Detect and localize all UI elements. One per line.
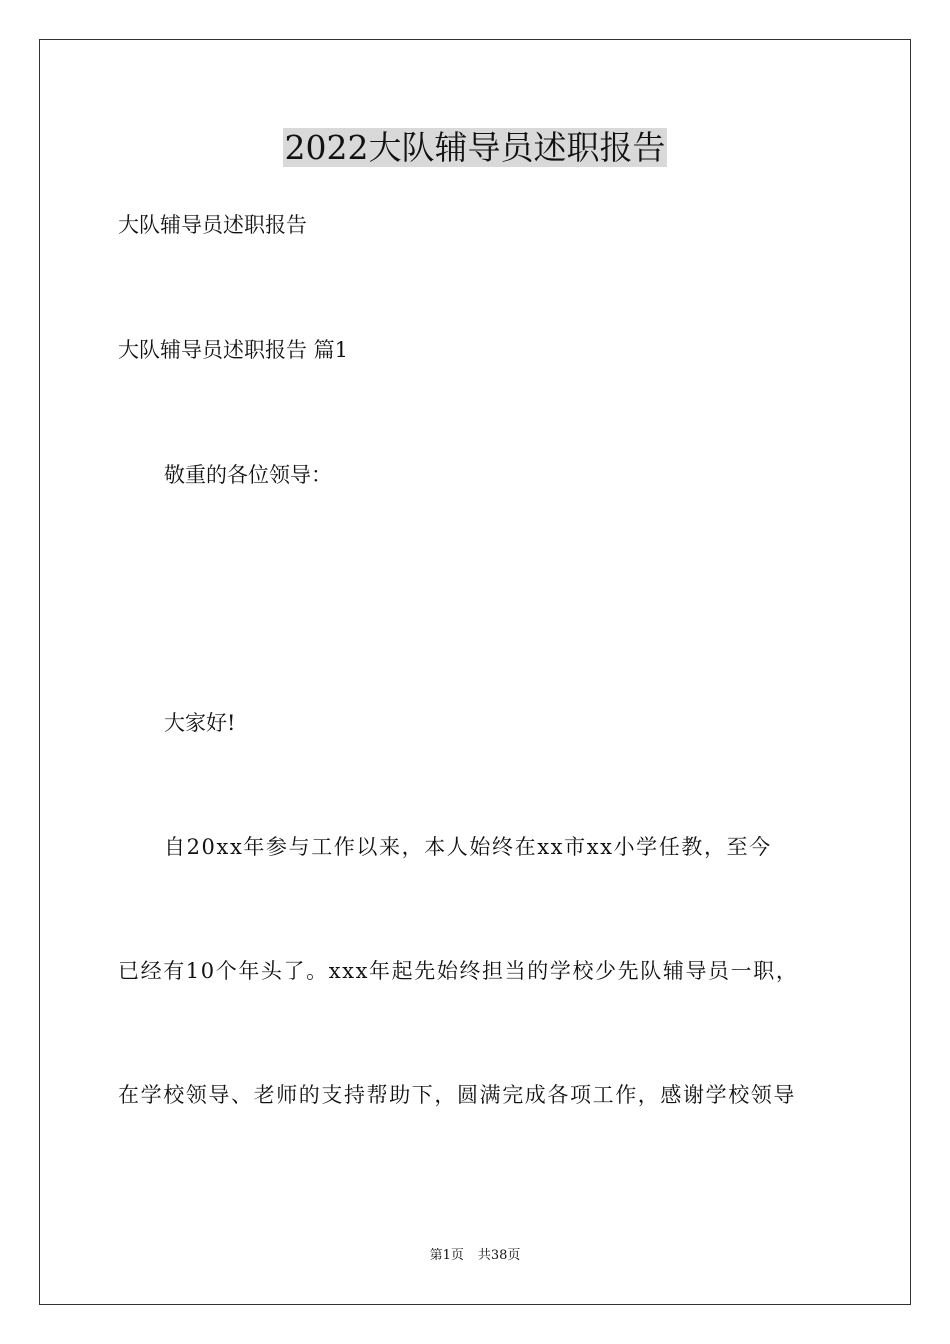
paragraph-line-2: 已经有10个年头了。xxx年起先始终担当的学校少先队辅导员一职， (118, 959, 799, 983)
page-total: 共38页 (477, 1248, 521, 1263)
page-number: 第1页 (429, 1248, 464, 1263)
document-title-text: 2022大队辅导员述职报告 (284, 128, 666, 167)
section-heading: 大队辅导员述职报告 篇1 (118, 338, 349, 362)
document-title (0, 123, 950, 173)
page-footer (0, 1247, 950, 1265)
paragraph-line-1: 自20xx年参与工作以来，本人始终在xx市xx小学任教，至今 (164, 835, 772, 859)
document-subtitle: 大队辅导员述职报告 (118, 213, 307, 237)
salutation: 敬重的各位领导： (164, 463, 332, 487)
paragraph-line-3: 在学校领导、老师的支持帮助下，圆满完成各项工作，感谢学校领导 (118, 1083, 796, 1107)
greeting: 大家好! (164, 711, 236, 735)
